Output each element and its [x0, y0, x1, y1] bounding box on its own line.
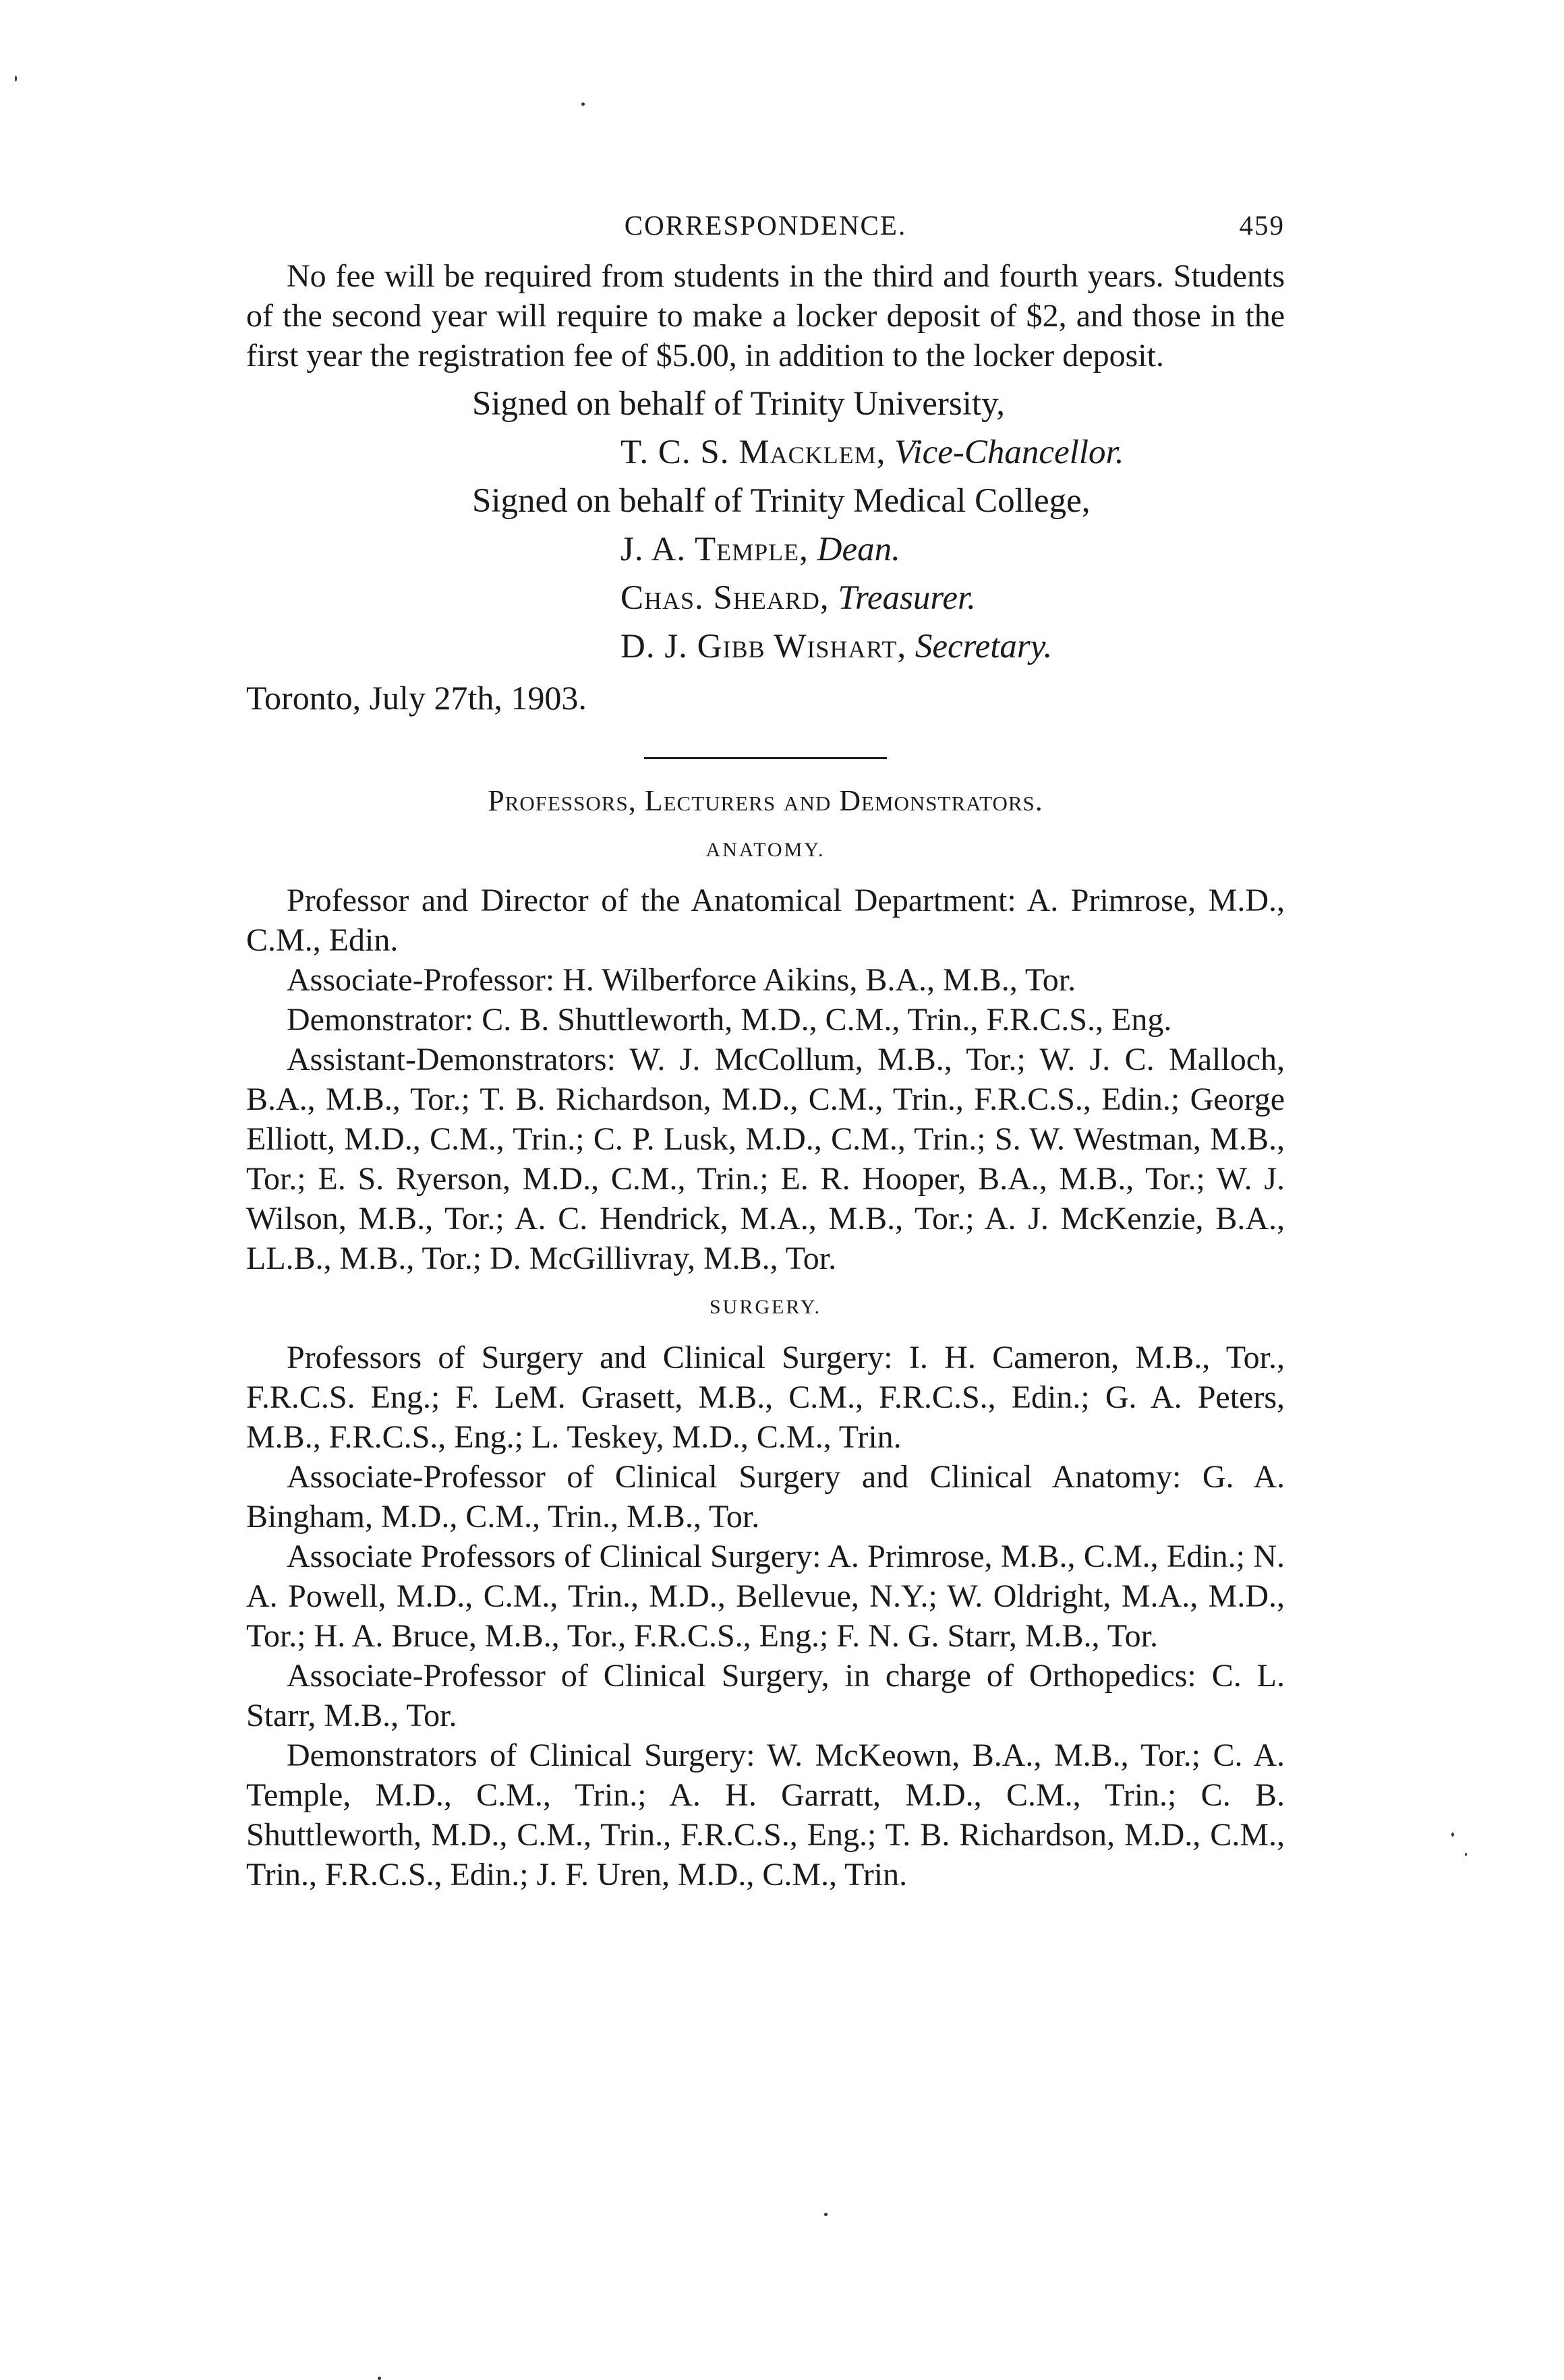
running-title: CORRESPONDENCE. [624, 210, 907, 241]
signature-block [246, 380, 1285, 722]
surgery-entry: Associate-Professor of Clinical Surgery and Clinical Anatomy: G. A. Bingham, M.D., C.M., Trin., M.B., Tor. [246, 1459, 1285, 1535]
secretary-line [620, 622, 1285, 671]
dean-title: Dean. [817, 531, 900, 568]
date-line: Toronto, July 27th, 1903. [246, 679, 587, 717]
surgery-entry: Professors of Surgery and Clinical Surgery: I. H. Cameron, M.B., Tor., F.R.C.S. Eng.; F. LeM. Grasett, M.B., C.M., F.R.C.S., Edin.; G. A. Peters, M.B., F.R.C.S., Eng.; L. Teskey, M.D., C.M., Trin. [246, 1340, 1285, 1455]
secretary-title: Secretary. [915, 628, 1053, 665]
scan-speck [15, 76, 17, 82]
university-signature-line: Signed on behalf of Trinity University, [472, 385, 1006, 423]
dean-name: J. A. Temple, [620, 531, 809, 568]
section-divider [644, 757, 887, 759]
anatomy-heading: ANATOMY. [705, 839, 826, 861]
scan-speck [824, 2213, 828, 2216]
surgery-entry: Associate Professors of Clinical Surgery: A. Primrose, M.B., C.M., Edin.; N. A. Powell, M.D., C.M., Trin., M.D., Bellevue, N.Y.; W. Oldright, M.A., M.D., Tor.; H. A. Bruce, M.B., Tor., F.R.C.S., Eng.; F. N. G. Starr, M.B., Tor. [246, 1539, 1285, 1654]
intro-paragraph: No fee will be required from students in the third and fourth years. Students of the second year will require to make a locker deposit of $2, and those in the first year the registration fee of $5.00, in addition to the locker deposit. [246, 258, 1285, 374]
running-header [246, 209, 1285, 256]
secretary-name: D. J. Gibb Wishart, [620, 628, 907, 665]
anatomy-entry: Assistant-Demonstrators: W. J. McCollum, M.B., Tor.; W. J. C. Malloch, B.A., M.B., Tor.; T. B. Richardson, M.D., C.M., Trin., F.R.C.S., Edin.; George Elliott, M.D., C.M., Trin.; C. P. Lusk, M.D., C.M., Trin.; S. W. Westman, M.B., Tor.; E. S. Ryerson, M.D., C.M., Trin.; E. R. Hooper, B.A., M.B., Tor.; W. J. Wilson, M.B., Tor.; A. C. Hendrick, M.A., M.B., Tor.; A. J. McKenzie, B.A., LL.B., M.B., Tor.; D. McGillivray, M.B., Tor. [246, 1042, 1285, 1276]
surgery-entry: Demonstrators of Clinical Surgery: W. McKeown, B.A., M.B., Tor.; C. A. Temple, M.D., C.M., Trin.; A. H. Garratt, M.D., C.M., Trin.; C. B. Shuttleworth, M.D., C.M., Trin., F.R.C.S., Eng.; T. B. Richardson, M.D., C.M., Trin., F.R.C.S., Edin.; J. F. Uren, M.D., C.M., Trin. [246, 1737, 1285, 1893]
document-page [246, 209, 1285, 1895]
surgery-heading: SURGERY. [709, 1296, 821, 1318]
main-heading: Professors, Lecturers and Demonstrators. [488, 784, 1043, 817]
scan-speck [378, 2377, 381, 2380]
scan-speck [581, 102, 585, 106]
scan-speck [1465, 1853, 1467, 1856]
treasurer-name: Chas. Sheard, [620, 579, 830, 617]
page-number: 459 [1239, 210, 1285, 241]
vice-chancellor-title: Vice-Chancellor. [894, 434, 1124, 471]
dean-line [620, 525, 1285, 574]
anatomy-entry: Professor and Director of the Anatomical Department: A. Primrose, M.D., C.M., Edin. [246, 883, 1285, 958]
treasurer-title: Treasurer. [838, 579, 976, 617]
vice-chancellor-line [620, 428, 1285, 477]
anatomy-entry: Associate-Professor: H. Wilberforce Aikins, B.A., M.B., Tor. [287, 962, 1076, 998]
vice-chancellor-name: T. C. S. Macklem, [620, 434, 886, 471]
scan-speck [1451, 1833, 1454, 1837]
treasurer-line [620, 574, 1285, 622]
college-signature-line: Signed on behalf of Trinity Medical College, [472, 482, 1091, 520]
surgery-entry: Associate-Professor of Clinical Surgery, in charge of Orthopedics: C. L. Starr, M.B., Tor. [246, 1658, 1285, 1733]
anatomy-entry: Demonstrator: C. B. Shuttleworth, M.D., C.M., Trin., F.R.C.S., Eng. [287, 1002, 1172, 1038]
